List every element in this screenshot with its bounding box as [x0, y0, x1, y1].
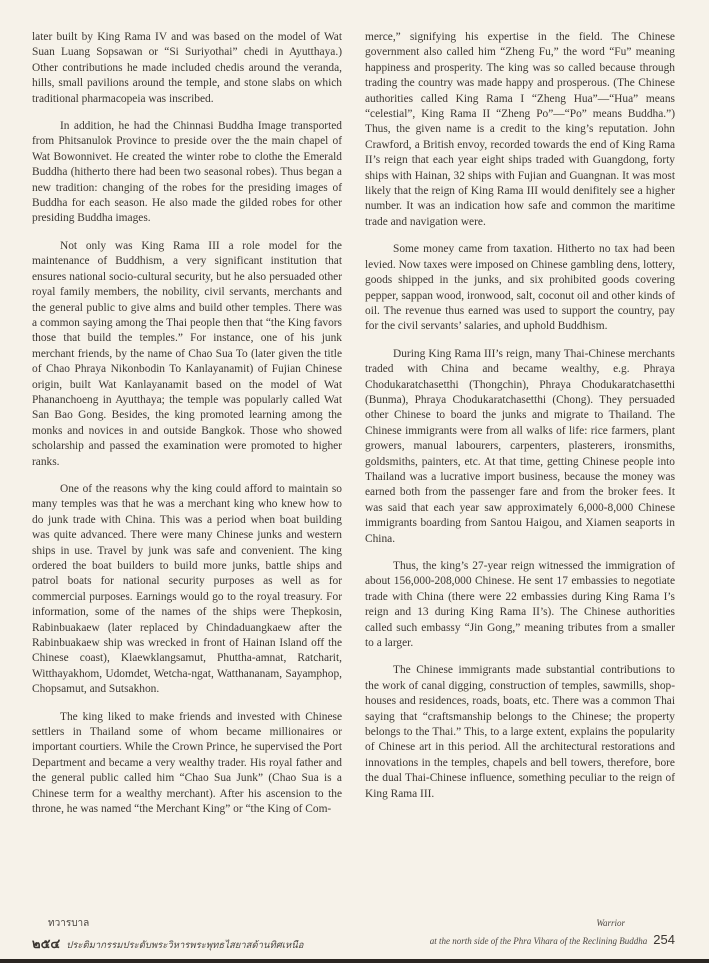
paragraph: Some money came from taxation. Hitherto no tax had been levied. Now taxes were imposed on Chinese gambling dens, lottery, goods shipped in the junks, and six prohibited goods covering pepper, sappan wood, ironwood, salt, coconut oil and other kinds of oil. The revenue thus earned was used to support the country, pay for the civil servants’ salaries, and uphold Buddhism. — [365, 243, 675, 333]
paragraph: Thus, the king’s 27-year reign witnessed the immigration of about 156,000-208,000 Chinese. He sent 17 embassies to negotiate trade with China (there were 22 embassies during King Rama I’s reign and 13 during King Rama II’s). The Chinese authorities called such embassy “Jin Gong,” meaning tributes from a smaller to a larger. — [365, 560, 675, 650]
paragraph: In addition, he had the Chinnasi Buddha Image transported from Phitsanulok Province to preside over the the main chapel of Wat Bowonnivet. He created the winter robe to clothe the Emerald Buddha (hitherto there had been two seasonal robes). Thus began a new tradition: changing of the robes for the presiding images of Buddha for each season. He also made the gilded robes for other presiding Buddha images. — [32, 120, 342, 225]
paragraph: The king liked to make friends and invested with Chinese settlers in Thailand some of whom became millionaires or important courtiers. While the Crown Prince, he supervised the Port Department and became a very wealthy trader. His royal father and the general public called him “Chao Sua Junk” (Chao Sua is a Chinese term for a wealthy merchant). After his ascension to the throne, he was named “the Merchant King” or “the King of Com- — [32, 710, 342, 816]
paragraph: later built by King Rama IV and was based on the model of Wat Suan Luang Sopsawan or “Si Suriyothai” chedi in Ayutthaya.) Other contributions he made included chedis around the veranda, hills, small pavilions around the temple, and stone slabs on which traditional pharmacopeia was inscribed. — [32, 31, 342, 105]
footer-right — [365, 918, 675, 947]
paragraph: The Chinese immigrants made substantial contributions to the work of canal digging, construction of temples, sawmills, shop-houses and residences, roads, boats, etc. There was a common Thai saying that “craftsmanship belongs to the Chinese; the property belongs to the Thai.” This, to a large extent, explains the popularity of Chinese art in this period. All the architectural restorations and innovations in the temples, chapels and bell towers, therefore, bore the dual Thai-Chinese influence, something peculiar to the reign of King Rama III. — [365, 664, 675, 800]
page-number: 254 — [653, 932, 675, 947]
footer-left-line — [32, 933, 342, 954]
left-column — [32, 30, 342, 830]
paragraph: Not only was King Rama III a role model for the maintenance of Buddhism, a very significant institution that ensures national socio-cultural security, but he also persuaded other royal family members, the nobility, civil servants, merchants and the general public to give alms and build other temples. There was a common saying among the Thai people then that “the King favors those that build the temples.” For instance, one of his junk merchant friends, by the name of Chao Sua To (later given the title of Chao Phraya Nikonbodin To Kanlayanamit) of Fujian Chinese origin, built Wat Kanlayanamit based on the model of Wat Phananchoeng in Ayutthaya; the temple was popularly called Wat San Bao Gong. Besides, the king promoted learning among the monks and novices in and outside Bangkok. Those who showed scholarship and passed the examination were promoted to higher ranks. — [32, 239, 342, 468]
page-edge — [0, 959, 709, 963]
right-column — [365, 30, 675, 814]
footer-thai-caption: ประติมากรรมประดับพระวิหารพระพุทธไสยาสด้านทิศเหนือ — [66, 941, 304, 951]
footer-left — [32, 916, 342, 954]
caption-title: Warrior — [596, 918, 625, 928]
caption-text: at the north side of the Phra Vihara of the Reclining Buddha — [429, 936, 648, 946]
page-number-thai: ๒๕๔ — [32, 937, 61, 952]
paragraph: One of the reasons why the king could afford to maintain so many temples was that he was a merchant king who knew how to do junk trade with China. This was a period when boat building was quite advanced. There were many Chinese junks and western ships in use. Travel by junk was safe and convenient. The king ordered the boat builders to build more junks, battle ships and patrol boats for national security purposes as well as for commercial purposes. Earnings would go to the royal treasury. For information, some of the names of the ships were Thepkosin, Rabinbuakaew (later replaced by Chindaduangkaew after the Rabinbuakaew ship was wrecked in front of Hainan Island off the Chinese coast), Klaewklangsamut, Phuttha-amnat, Ratcharit, Witthayakhom, Udomdet, Wetcha-ngat, Watthananam, Sayamphop, Chopsamut, and Sutsakhon. — [32, 482, 342, 696]
paragraph: merce,” signifying his expertise in the field. The Chinese government also called him “Zheng Fu,” the word “Fu” meaning happiness and prosperity. The king was so called because through trading the country was made happy and prosperous. (The Chinese authorities called King Rama I “Zheng Hua”—“Hua” means “celestial”, King Rama II “Zheng Po”—“Po” means Buddha.”) Thus, the given name is a credit to the king’s reputation. John Crawford, a British envoy, recorded towards the end of King Rama II’s reign that each year eight ships traded with Guangdong, forty ships with Hainan, 32 ships with Fujian and Guangnan. It was most likely that the reign of King Rama III would denifitely see a higher number. It was an indication how safe and common the maritime trade and navigation were. — [365, 31, 675, 228]
caption-line — [365, 932, 675, 947]
footer-thai-title: ทวารบาล — [48, 918, 90, 929]
paragraph: During King Rama III’s reign, many Thai-Chinese merchants traded with China and became wealthy, e.g. Phraya Chodukaratchasetthi (Thongchin), Phraya Chodukaratchasetthi (Bunma), Phraya Chodukaratchasetthi (Chong). They persuaded other Chinese to board the junks and migrate to Thailand. The Chinese immigrants were from all walks of life: rice farmers, plant growers, manual labourers, carpenters, plasterers, ironsmiths, goldsmiths, painters, etc. At that time, getting Chinese people into Thailand was a lucrative import business, because the money was earned both from the passenger fare and from the broker fees. It was said that each year saw approximately 6,000-8,000 Chinese immigrants boarding from Santou Haigou, and Xiamen seaports in China. — [365, 347, 675, 545]
